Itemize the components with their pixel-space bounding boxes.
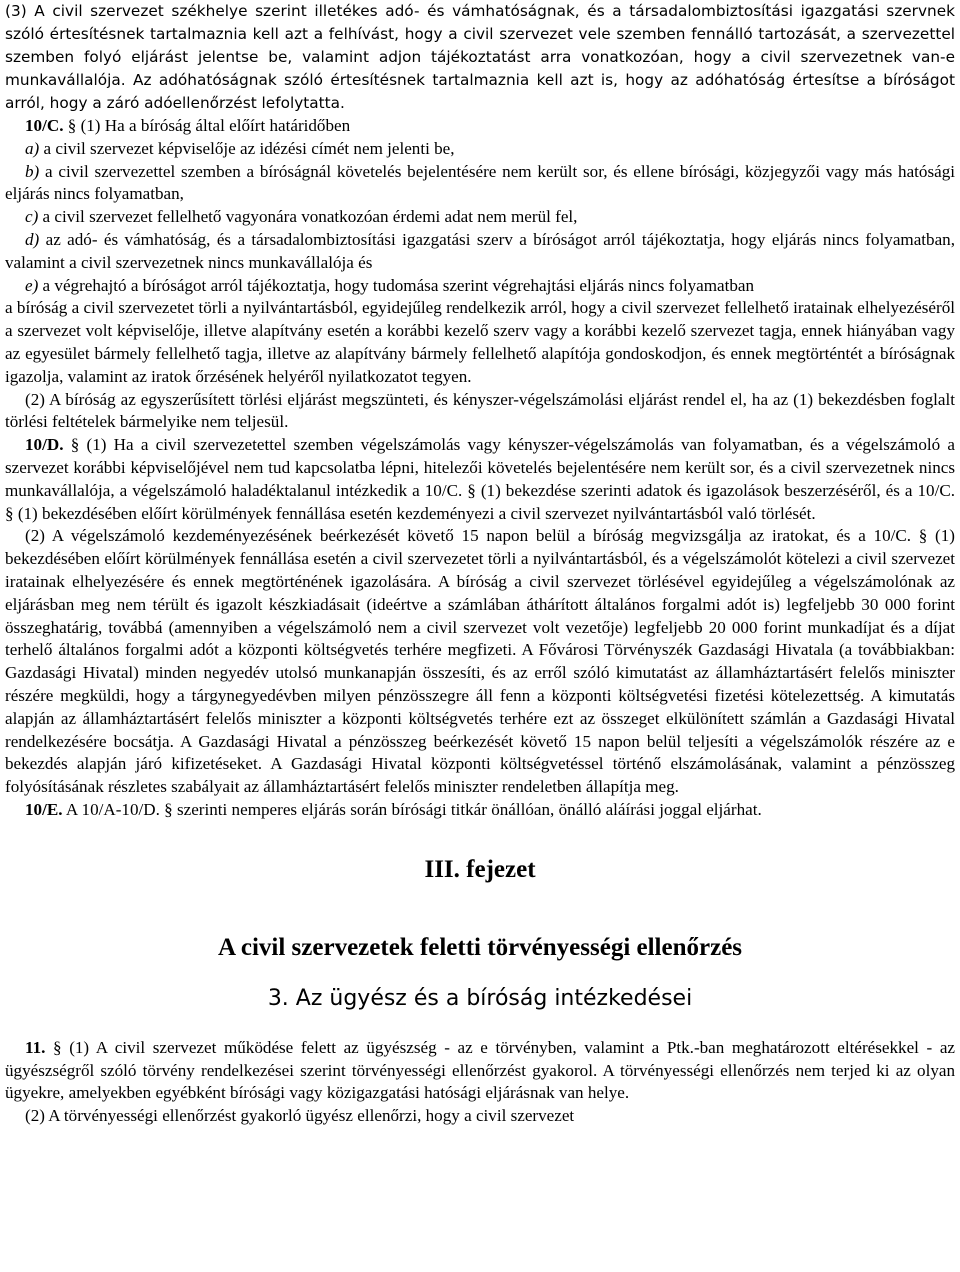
section-11 [5, 1037, 955, 1128]
section-10d [5, 434, 955, 799]
point-d [5, 229, 955, 275]
point-b [5, 161, 955, 207]
point-text: az adó- és vámhatóság, és a társadalombiztosítási igazgatási szerv a bíróságot arról tájékoztatja, hogy eljárás nincs folyamatban, valamint a civil szervezetnek nincs munkavállalója és [5, 229, 955, 272]
point-label: d) [25, 229, 40, 249]
chapter-title: A civil szervezetek feletti törvényességi ellenőrzés [217, 933, 743, 961]
point-label: e) [25, 275, 39, 295]
point-c [5, 206, 955, 229]
point-e [5, 275, 955, 298]
section-10e [5, 799, 955, 822]
paragraph-3: (3) A civil szervezet székhelye szerint illetékes adó- és vámhatóságnak, és a társadalombiztosítási igazgatási szervnek szóló értesítésnek tartalmaznia kell azt a felhívást, hogy a civil szervezet vele szemben fennálló tartozását, a szervezettel szemben folyó eljárást jelentse be, valamint adjon tájékoztatást arra vonatkozóan, hogy a civil szervezetnek van-e munkavállalója. Az adóhatóságnak szóló értesítésnek tartalmaznia kell azt is, hogy az adóhatóság értesítse a bíróságot arról, hogy a záró adóellenőrzést lefolytatta. [5, 2, 955, 112]
point-text: a végrehajtó a bíróságot arról tájékoztatja, hogy tudomása szerint végrehajtási eljárás nincs folyamatban [38, 275, 755, 295]
section-text: § (1) A civil szervezet működése felett az ügyészség - az e törvényben, valamint a Ptk.-ban meghatározott eltérésekkel - az ügyészségről szóló törvény rendelkezései szerint törvényességi ellenőrzést gyakorol. A törvényességi ellenőrzés nem terjed ki az olyan ügyekre, amelyekben egyébként bírósági vagy közigazgatási hatósági eljárásnak van helye. [5, 1037, 955, 1103]
section-10c-lead [5, 115, 955, 138]
section-number: 10/E. [25, 799, 63, 819]
section-10d-paragraph-2: (2) A végelszámoló kezdeményezésének beérkezését követő 15 napon belül a bíróság megvizsgálja az iratokat, és a 10/C. § (1) bekezdésében előírt körülmények fennállása esetén a civil szervezetet törli a nyilvántartásból, és a végelszámolót kötelezi a civil szervezet iratainak elhelyezésére és ennek megtörténének igazolására. A bíróság a civil szervezet törlésével egyidejűleg a végelszámolónak az eljárásban meg nem térült és igazolt készkiadásait (ideértve a számlában áthárított általános forgalmi adót is) legfeljebb 30 000 forint összeghatárig, továbbá (amennyiben a végelszámoló nem a civil szervezet volt vezetője) legfeljebb 20 000 forint munkadíjat és a díjat terhelő általános forgalmi adót a központi költségvetés terhére megfizeti. A Fővárosi Törvényszék Gazdasági Hivatala (a továbbiakban: Gazdasági Hivatal) minden negyedév utolsó munkanapján összesíti, és az erről szóló kimutatást az államháztartásért felelős miniszter részére megküldi, hogy a tárgynegyedévben milyen pénzösszegre áll fenn a központi költségvetési fizetési kötelezettség. A kimutatás alapján az államháztartásért felelős miniszter a központi költségvetés terhére ezt az összeget elkülönített számlán a Gazdasági Hivatal rendelkezésére bocsátja. A Gazdasági Hivatal a pénzösszeg beérkezését követő 15 napon belül teljesíti a végelszámolók részére az e bekezdés alapján járó kifizetéseket. A Gazdasági Hivatal központi költségvetéssel történő elszámolásának, valamint a pénzösszeg folyósításának részletes szabályait az államháztartásért felelős miniszter rendeletben állapítja meg. [5, 526, 955, 797]
section-11-paragraph-2: (2) A törvényességi ellenőrzést gyakorló ügyész ellenőrzi, hogy a civil szervezet [25, 1106, 575, 1126]
intro-section [5, 0, 955, 115]
section-number: 10/C. [25, 116, 64, 135]
section-text: § (1) Ha a civil szervezetettel szemben végelszámolás vagy kényszer-végelszámolás van folyamatban, és a végelszámoló a szervezet korábbi képviselőjével nem tud kapcsolatba lépni, hitelezői követelés bejelentésére nem került sor, és a civil szervezetnek nincs munkavállalója, a végelszámoló haladéktalanul intézkedik a 10/C. § (1) bekezdése szerinti adatok és igazolások beszerzéséről, és a 10/C. § (1) bekezdésében előírt körülmények fennállása esetén kezdeményezi a civil szervezet nyilvántartásból való törlését. [5, 435, 955, 523]
section-11-paragraph-1 [5, 1037, 955, 1105]
point-text: a civil szervezet képviselője az idézési címét nem jelenti be, [39, 138, 455, 158]
chapter-heading: III. fejezet [424, 855, 536, 883]
subsection-title: 3. Az ügyész és a bíróság intézkedései [267, 985, 693, 1011]
point-label: c) [25, 207, 39, 227]
section-10c [5, 115, 955, 434]
section-text: § (1) Ha a bíróság által előírt határidőben [63, 116, 351, 135]
section-10e-paragraph [5, 799, 955, 822]
section-text: A 10/A-10/D. § szerinti nemperes eljárás során bírósági titkár önállóan, önálló aláírási joggal eljárhat. [62, 799, 762, 819]
section-10d-paragraph-1 [5, 434, 955, 525]
section-number: 10/D. [25, 435, 64, 455]
section-10c-paragraph-2: (2) A bíróság az egyszerűsített törlési eljárást megszünteti, és kényszer-végelszámolási eljárást rendel el, ha az (1) bekezdésben foglalt törlési feltételek bármelyike nem teljesül. [5, 389, 955, 432]
point-text: a civil szervezettel szemben a bíróságnál követelés bejelentésére nem került sor, és ellene bírósági, közjegyzői vagy más hatósági eljárás nincs folyamatban, [5, 161, 955, 204]
point-a [5, 138, 955, 161]
section-number: 11. [25, 1037, 46, 1057]
point-label: a) [25, 138, 40, 158]
point-label: b) [25, 161, 40, 181]
section-10c-tail: a bíróság a civil szervezetet törli a nyilvántartásból, egyidejűleg rendelkezik arról, hogy a civil szervezet fellelhető iratainak elhelyezéséről a szervezet volt képviselője, illetve alapítvány esetén a korábbi kezelő szerv vagy a korábbi kezelő szervezet tagja, ennek hiányában vagy az egyesület bármely fellelhető tagja, illetve az alapítvány bármely fellelhető alapítója gondoskodjon, és ennek megtörténtét a bíróságnak igazolja, valamint az iratok őrzésének helyéről nyilatkozatot tegyen. [5, 298, 955, 386]
point-text: a civil szervezet fellelhető vagyonára vonatkozóan érdemi adat nem merül fel, [38, 207, 578, 227]
